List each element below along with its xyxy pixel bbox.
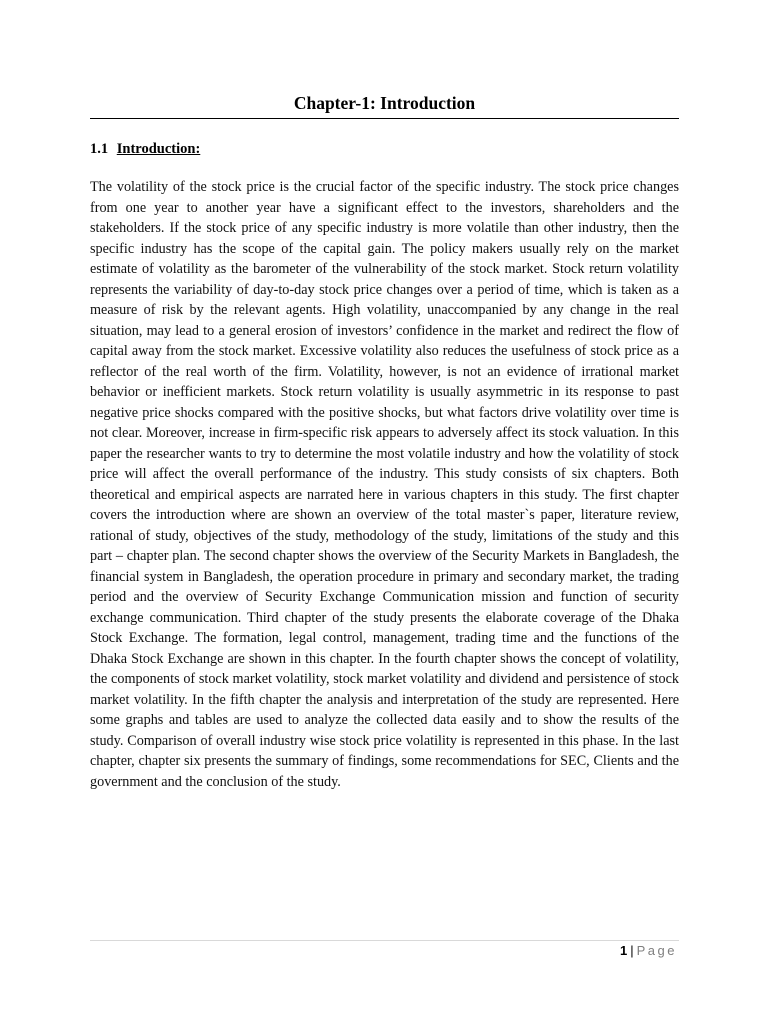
section-heading [90, 139, 200, 159]
page-footer [620, 942, 677, 960]
chapter-title: Chapter-1: Introduction [293, 93, 476, 113]
body-paragraph: The volatility of the stock price is the crucial factor of the specific industry. The stock price changes from one year to another year have a significant effect to the investors, shareholders and the stakeholders. If the stock price of any specific industry is more volatile than other industry, then the specific industry has the scope of the capital gain. The policy makers usually rely on the market estimate of volatility as the barometer of the vulnerability of the stock market. Stock return volatility represents the variability of day-to-day stock price changes over a period of time, which is taken as a measure of risk by the relevant agents. High volatility, unaccompanied by any change in the real situation, may lead to a general erosion of investors’ confidence in the market and redirect the flow of capital away from the stock market. Excessive volatility also reduces the usefulness of stock price as a reflector of the real worth of the firm. Volatility, however, is not an evidence of irrational market behavior or inefficient markets. Stock return volatility is usually asymmetric in its response to past negative price shocks compared with the positive shocks, but what factors drive volatility over time is not clear. Moreover, increase in firm-specific risk appears to adversely affect its stock valuation. In this paper the researcher wants to try to determine the most volatile industry and how the volatility of stock price will affect the overall performance of the industry. This study consists of six chapters. Both theoretical and empirical aspects are narrated here in various chapters in this study. The first chapter covers the introduction where are shown an overview of the total master`s paper, literature review, rational of study, objectives of the study, methodology of the study, limitations of the study and this part – chapter plan. The second chapter shows the overview of the Security Markets in Bangladesh, the financial system in Bangladesh, the operation procedure in primary and secondary market, the trading period and the overview of Security Exchange Communication mission and function of security exchange communication. Third chapter of the study presents the elaborate coverage of the Dhaka Stock Exchange. The formation, legal control, management, trading time and the functions of the Dhaka Stock Exchange are shown in this chapter. In the fourth chapter shows the concept of volatility, the components of stock market volatility, stock market volatility and dividend and persistence of stock market volatility. In the fifth chapter the analysis and interpretation of the study are represented. Here some graphs and tables are used to analyze the collected data easily and to show the results of the study. Comparison of overall industry wise stock price volatility is represented in this phase. In the last chapter, chapter six presents the summary of findings, some recommendations for SEC, Clients and the government and the conclusion of the study. [90, 179, 679, 790]
footer-separator: | [630, 943, 634, 958]
section-number: 1.1 [90, 141, 109, 157]
section-title: Introduction: [116, 141, 201, 157]
title-divider [90, 118, 679, 119]
footer-divider [90, 940, 679, 941]
page-number: 1 [620, 943, 628, 958]
page-label: Page [636, 943, 677, 958]
